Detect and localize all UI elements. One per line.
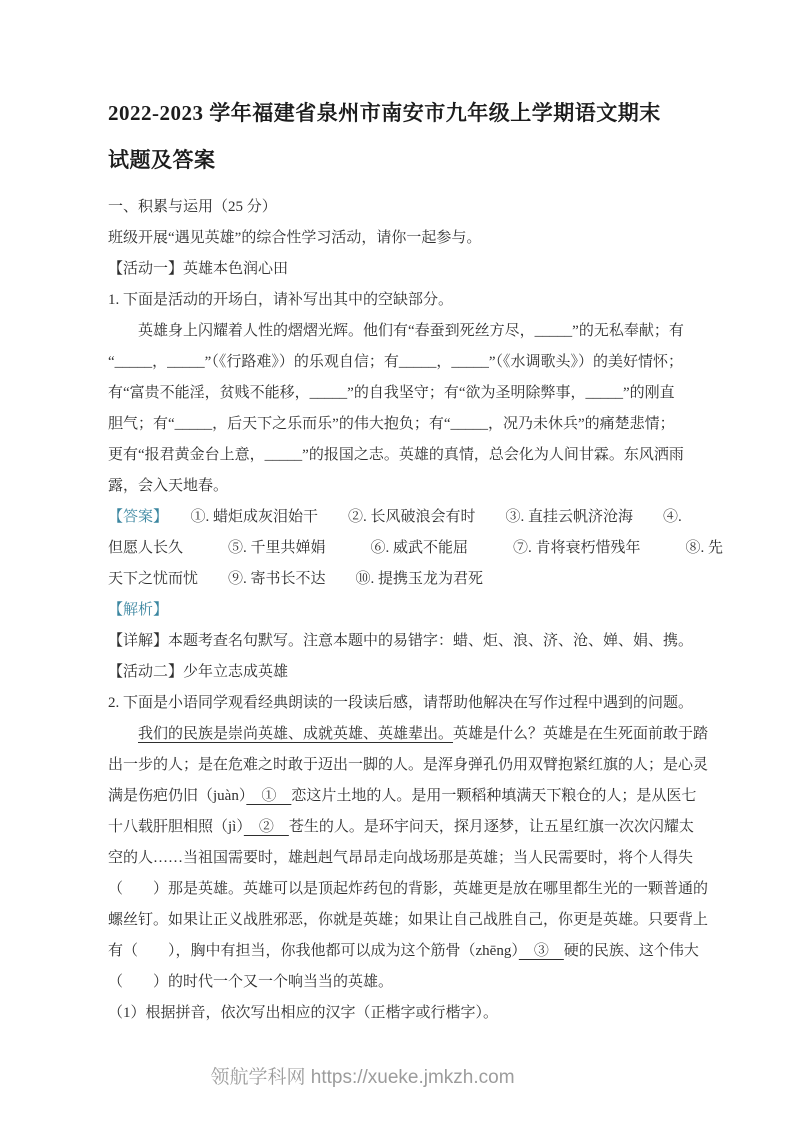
text-line	[108, 812, 694, 843]
document-content	[108, 90, 724, 1029]
text-line	[108, 192, 688, 223]
text-segment: 2. 下面是小语同学观看经典朗读的一段读后感，请帮助他解决在写作过程中遇到的问题。	[108, 695, 694, 711]
text-segment: 【详解】本题考查名句默写。注意本题中的易错字：蜡、炬、浪、济、沧、婵、娟、携。	[108, 633, 694, 649]
text-line	[108, 874, 709, 905]
text-line	[108, 905, 709, 936]
text-segment: 但愿人长久 ⑤. 千里共婵娟 ⑥. 威武不能屈 ⑦. 肯将衰朽惜残年 ⑧. 先	[108, 540, 724, 556]
seg-u: 我们的民族是崇尚英雄、成就英雄、英雄辈出。	[138, 726, 454, 742]
text-segment: 出一步的人；是在危难之时敢于迈出一脚的人。是浑身弹孔仍用双臂抱紧红旗的人；是心灵	[108, 757, 709, 773]
text-line	[108, 936, 699, 967]
text-line	[108, 998, 688, 1029]
text-segment: 更有“报君黄金台上意，_____”的报国之志。英雄的真情，总会化为人间甘霖。东风洒雨	[108, 447, 684, 463]
text-line	[108, 781, 697, 812]
text-segment: 【活动一】英雄本色润心田	[108, 261, 289, 277]
text-segment: 英雄是什么？英雄是在生死面前敢于踏	[453, 726, 709, 742]
text-line	[108, 688, 694, 719]
text-segment: “_____，_____”（《行路难》）的乐观自信；有_____，_____”（《水调歌头》）的美好情怀；	[108, 354, 683, 370]
text-segment: 恋这片土地的人。是用一颗稻种填满天下粮仓的人；是从医七	[291, 788, 697, 804]
text-line	[108, 223, 688, 254]
text-segment: 天下之忧而忧 ⑨. 寄书长不达 ⑩. 提携玉龙为君死	[108, 571, 484, 587]
text-line	[108, 440, 688, 471]
seg-ans: 【答案】	[108, 509, 161, 525]
text-segment: 螺丝钉。如果让正义战胜邪恶，你就是英雄；如果让自己战胜自己，你更是英雄。只要背上	[108, 912, 709, 928]
text-segment: （ ）的时代一个又一个响当当的英雄。	[108, 974, 394, 990]
text-line	[108, 254, 688, 285]
text-line	[108, 595, 688, 626]
seg-ub: ②	[243, 819, 289, 835]
text-line	[108, 967, 688, 998]
watermark-url: https://xueke.jmkzh.com	[310, 1067, 515, 1088]
text-segment: 硬的民族、这个伟大	[563, 943, 699, 959]
text-line	[108, 316, 688, 347]
seg-ans: 【解析】	[108, 602, 169, 618]
text-segment: （ ）那是英雄。英雄可以是顶起炸药包的背影，英雄更是放在哪里都生光的一颗普通的	[108, 881, 709, 897]
text-line	[108, 750, 709, 781]
text-line	[108, 409, 688, 440]
text-segment: 苍生的人。是环宇问天，探月逐梦，让五星红旗一次次闪耀太	[288, 819, 694, 835]
watermark-site-name: 领航学科网	[210, 1067, 306, 1088]
doc-title-line-1: 2022-2023 学年福建省泉州市南安市九年级上学期语文期末	[108, 101, 661, 125]
text-segment: 班级开展“遇见英雄”的综合性学习活动，请你一起参与。	[108, 230, 482, 246]
text-segment: 有“富贵不能淫，贫贱不能移，_____”的自我坚守；有“欲为圣明除弊事，_____”的刚直	[108, 385, 675, 401]
text-segment: 十八载肝胆相照（jì）	[108, 819, 244, 835]
text-segment: 【活动二】少年立志成英雄	[108, 664, 289, 680]
doc-title-line-2: 试题及答案	[108, 148, 216, 172]
text-line	[108, 843, 694, 874]
doc-title	[108, 90, 688, 184]
text-segment: 满是伤疤仍旧（juàn）	[108, 788, 247, 804]
text-line	[108, 626, 694, 657]
text-line	[108, 285, 688, 316]
text-line	[108, 471, 688, 502]
text-segment: 1. 下面是活动的开场白，请补写出其中的空缺部分。	[108, 292, 454, 308]
text-line	[108, 347, 688, 378]
text-segment: （1）根据拼音，依次写出相应的汉字（正楷字或行楷字）。	[108, 1005, 499, 1021]
seg-ub: ③	[518, 943, 564, 959]
text-line	[108, 657, 688, 688]
document-body	[108, 192, 724, 1029]
text-segment: 英雄身上闪耀着人性的熠熠光辉。他们有“春蚕到死丝方尽，_____”的无私奉献；有	[138, 323, 684, 339]
seg-ub: ①	[246, 788, 292, 804]
text-segment: 胆气；有“_____，后天下之乐而乐”的伟大抱负；有“_____，况乃未休兵”的痛楚悲情；	[108, 416, 675, 432]
text-line	[108, 564, 688, 595]
text-segment: 有（ ），胸中有担当，你我他都可以成为这个筋骨（zhēng）	[108, 943, 519, 959]
text-line	[108, 378, 688, 409]
text-line	[108, 502, 688, 533]
text-segment: 一、积累与运用（25 分）	[108, 199, 277, 215]
text-segment: 露，会入天地春。	[108, 478, 229, 494]
watermark-footer	[0, 1062, 759, 1089]
text-line	[108, 533, 724, 564]
text-segment: 空的人……当祖国需要时，雄赳赳气昂昂走向战场那是英雄；当人民需要时，将个人得失	[108, 850, 694, 866]
text-segment: ①. 蜡炬成灰泪始干 ②. 长风破浪会有时 ③. 直挂云帆济沧海 ④.	[160, 509, 682, 525]
text-line	[108, 719, 709, 750]
